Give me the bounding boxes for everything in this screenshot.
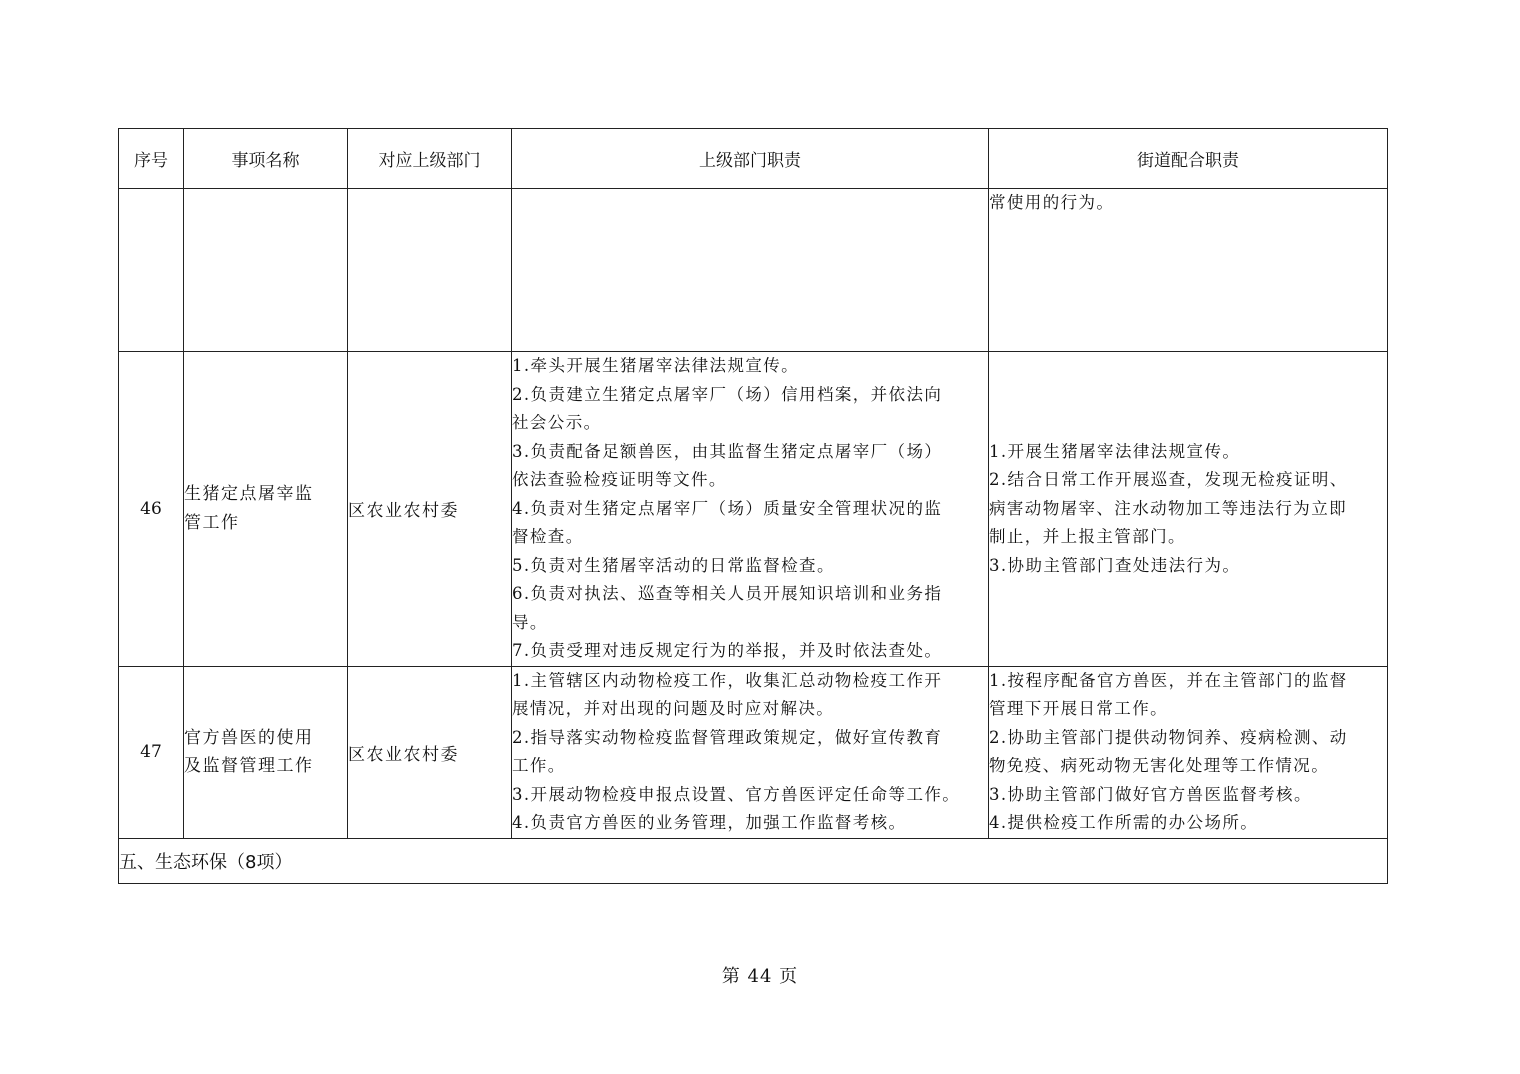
duty-line: 4.负责对生猪定点屠宰厂（场）质量安全管理状况的监 xyxy=(512,498,943,518)
cell-upper-duties xyxy=(512,352,989,667)
cell-upper-duties xyxy=(512,189,989,352)
duty-line: 展情况，并对出现的问题及时应对解决。 xyxy=(512,699,835,718)
table-row-46 xyxy=(119,352,1388,667)
duty-line: 3.协助主管部门做好官方兽医监督考核。 xyxy=(989,784,1312,804)
header-index: 序号 xyxy=(119,129,184,189)
duty-line: 1.开展生猪屠宰法律法规宣传。 xyxy=(989,441,1241,461)
cell-item-name xyxy=(184,666,348,838)
duty-line: 物免疫、病死动物无害化处理等工作情况。 xyxy=(989,756,1330,775)
duty-line: 6.负责对执法、巡查等相关人员开展知识培训和业务指 xyxy=(512,584,943,603)
duty-line: 2.协助主管部门提供动物饲养、疫病检测、动 xyxy=(989,727,1348,747)
item-name-line: 生猪定点屠宰监 xyxy=(184,484,314,505)
duty-table xyxy=(118,128,1388,884)
duty-line: 常使用的行为。 xyxy=(989,193,1115,212)
item-name-line: 官方兽医的使用 xyxy=(184,727,314,748)
cell-index: 47 xyxy=(119,666,184,838)
cell-upper-department xyxy=(348,189,512,352)
cell-index xyxy=(119,189,184,352)
duty-line: 病害动物屠宰、注水动物加工等违法行为立即 xyxy=(989,498,1347,518)
duty-line: 5.负责对生猪屠宰活动的日常监督检查。 xyxy=(512,555,835,575)
table-row-continuation xyxy=(119,189,1388,352)
cell-upper-department: 区农业农村委 xyxy=(348,352,512,667)
duty-line: 工作。 xyxy=(512,756,566,775)
cell-item-name xyxy=(184,189,348,352)
duty-line: 制止，并上报主管部门。 xyxy=(989,527,1186,546)
duty-line: 2.负责建立生猪定点屠宰厂（场）信用档案，并依法向 xyxy=(512,384,943,404)
header-item-name: 事项名称 xyxy=(184,129,348,189)
item-name-line: 管工作 xyxy=(184,512,240,533)
cell-index: 46 xyxy=(119,352,184,667)
cell-upper-department: 区农业农村委 xyxy=(348,666,512,838)
duty-line: 1.主管辖区内动物检疫工作，收集汇总动物检疫工作开 xyxy=(512,670,943,690)
section-title: 五、生态环保（8项） xyxy=(119,838,1388,883)
cell-street-duties xyxy=(989,352,1388,667)
header-street-duties: 街道配合职责 xyxy=(989,129,1388,189)
table-row-47 xyxy=(119,666,1388,838)
item-name-line: 及监督管理工作 xyxy=(184,756,314,776)
duty-line: 2.结合日常工作开展巡查，发现无检疫证明、 xyxy=(989,470,1348,489)
cell-street-duties xyxy=(989,666,1388,838)
cell-item-name xyxy=(184,352,348,667)
duty-line: 7.负责受理对违反规定行为的举报，并及时依法查处。 xyxy=(512,641,943,660)
section-row xyxy=(119,838,1388,883)
duty-line: 社会公示。 xyxy=(512,413,602,432)
duty-line: 2.指导落实动物检疫监督管理政策规定，做好宣传教育 xyxy=(512,727,943,747)
duty-line: 管理下开展日常工作。 xyxy=(989,699,1168,718)
header-upper-duties: 上级部门职责 xyxy=(512,129,989,189)
duty-line: 4.提供检疫工作所需的办公场所。 xyxy=(989,813,1259,832)
duty-line: 3.负责配备足额兽医，由其监督生猪定点屠宰厂（场） xyxy=(512,441,943,461)
page-number: 第 44 页 xyxy=(721,966,799,987)
duty-line: 1.按程序配备官方兽医，并在主管部门的监督 xyxy=(989,670,1348,690)
duty-line: 导。 xyxy=(512,612,548,632)
duty-line: 1.牵头开展生猪屠宰法律法规宣传。 xyxy=(512,356,800,375)
header-upper-department: 对应上级部门 xyxy=(348,129,512,189)
header-row xyxy=(119,129,1388,189)
duty-line: 4.负责官方兽医的业务管理，加强工作监督考核。 xyxy=(512,813,907,832)
duty-line: 3.开展动物检疫申报点设置、官方兽医评定任命等工作。 xyxy=(512,784,961,804)
cell-street-duties xyxy=(989,189,1388,352)
duty-line: 3.协助主管部门查处违法行为。 xyxy=(989,555,1241,575)
duty-line: 依法查验检疫证明等文件。 xyxy=(512,470,727,489)
cell-upper-duties xyxy=(512,666,989,838)
duty-line: 督检查。 xyxy=(512,527,584,546)
